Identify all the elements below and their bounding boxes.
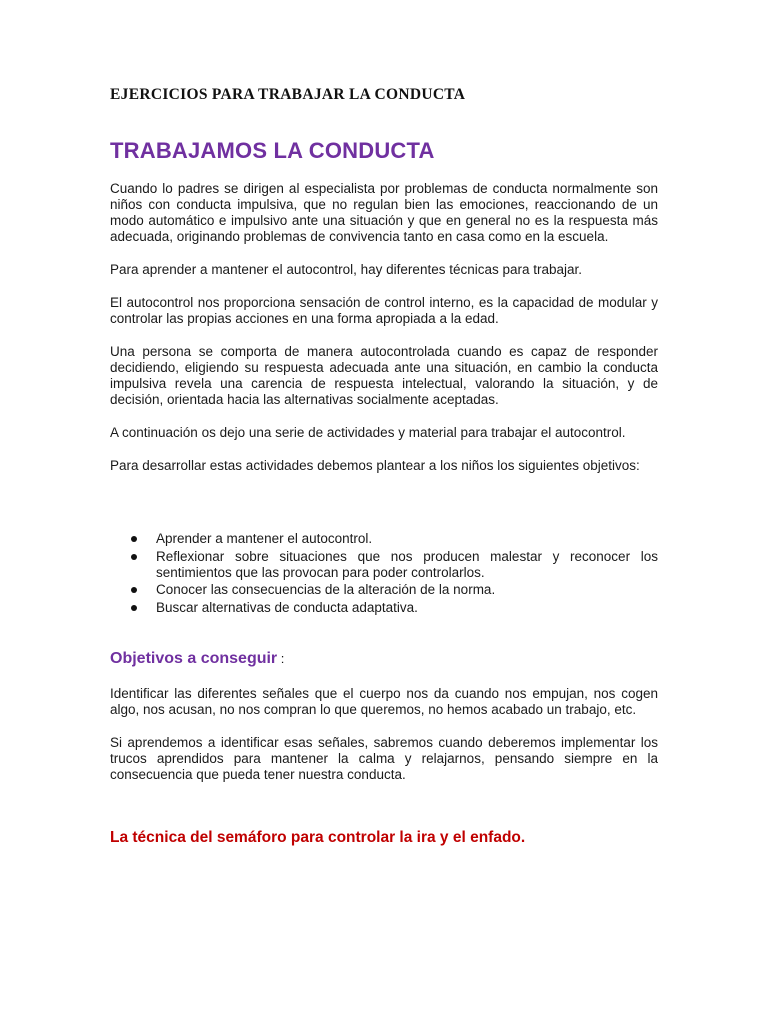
paragraph-signals: Identificar las diferentes señales que el cuerpo nos da cuando nos empujan, nos cogen algo, nos acusan, no nos compran lo que queremos, no hemos acabado un trabajo, etc. xyxy=(110,686,658,717)
objectives-list-section xyxy=(110,531,658,617)
list-item xyxy=(110,600,658,616)
objectives-list xyxy=(110,531,658,616)
document-header: EJERCICIOS PARA TRABAJAR LA CONDUCTA xyxy=(110,86,466,103)
paragraph-autocontrol: El autocontrol nos proporciona sensación de control interno, es la capacidad de modular y controlar las propias acciones en una forma apropiada a la edad. xyxy=(110,295,658,326)
bullet-icon xyxy=(131,536,137,542)
bullet-icon xyxy=(131,587,137,593)
objectives-section xyxy=(110,686,658,783)
paragraph-tricks: Si aprendemos a identificar esas señales, sabremos cuando deberemos implementar los trucos aprendidos para mantener la calma y relajarnos, pensando siempre en la consecuencia que pueda tener nuestra conducta. xyxy=(110,735,658,782)
technique-heading: La técnica del semáforo para controlar la ira y el enfado. xyxy=(110,829,526,846)
objectives-heading-text: Objetivos a conseguir xyxy=(110,650,278,667)
bullet-icon xyxy=(131,554,137,560)
list-item xyxy=(110,549,658,581)
objectives-heading-colon: : xyxy=(277,651,285,666)
objectives-heading xyxy=(110,650,284,668)
paragraph-objectives-intro: Para desarrollar estas actividades debemos plantear a los niños los siguientes objetivos: xyxy=(110,458,640,473)
list-item xyxy=(110,582,658,598)
paragraph-intro: Cuando lo padres se dirigen al especialista por problemas de conducta normalmente son niños con conducta impulsiva, que no regulan bien las emociones, reaccionando de un modo automático e impulsivo ante una situación y que en general no es la respuesta más adecuada, originando problemas de convivencia tanto en casa como en la escuela. xyxy=(110,181,658,244)
paragraph-person: Una persona se comporta de manera autocontrolada cuando es capaz de responder decidiendo, eligiendo su respuesta adecuada ante una situación, en cambio la conducta impulsiva revela una carencia de respuesta intelectual, valorando la situación, y de decisión, orientada hacia las alternativas socialmente aceptadas. xyxy=(110,344,658,407)
bullet-icon xyxy=(131,605,137,611)
list-item xyxy=(110,531,658,547)
list-item-text: Aprender a mantener el autocontrol. xyxy=(156,531,373,546)
page-title: TRABAJAMOS LA CONDUCTA xyxy=(110,138,435,163)
intro-section xyxy=(110,181,658,474)
list-item-text: Conocer las consecuencias de la alteración de la norma. xyxy=(156,582,496,598)
list-item-text: Reflexionar sobre situaciones que nos producen malestar y reconocer los sentimientos que las provocan para poder controlarlos. xyxy=(156,548,658,580)
list-item-text: Buscar alternativas de conducta adaptativa. xyxy=(156,599,418,615)
paragraph-techniques: Para aprender a mantener el autocontrol, hay diferentes técnicas para trabajar. xyxy=(110,262,583,277)
paragraph-activities: A continuación os dejo una serie de actividades y material para trabajar el autocontrol. xyxy=(110,425,626,440)
